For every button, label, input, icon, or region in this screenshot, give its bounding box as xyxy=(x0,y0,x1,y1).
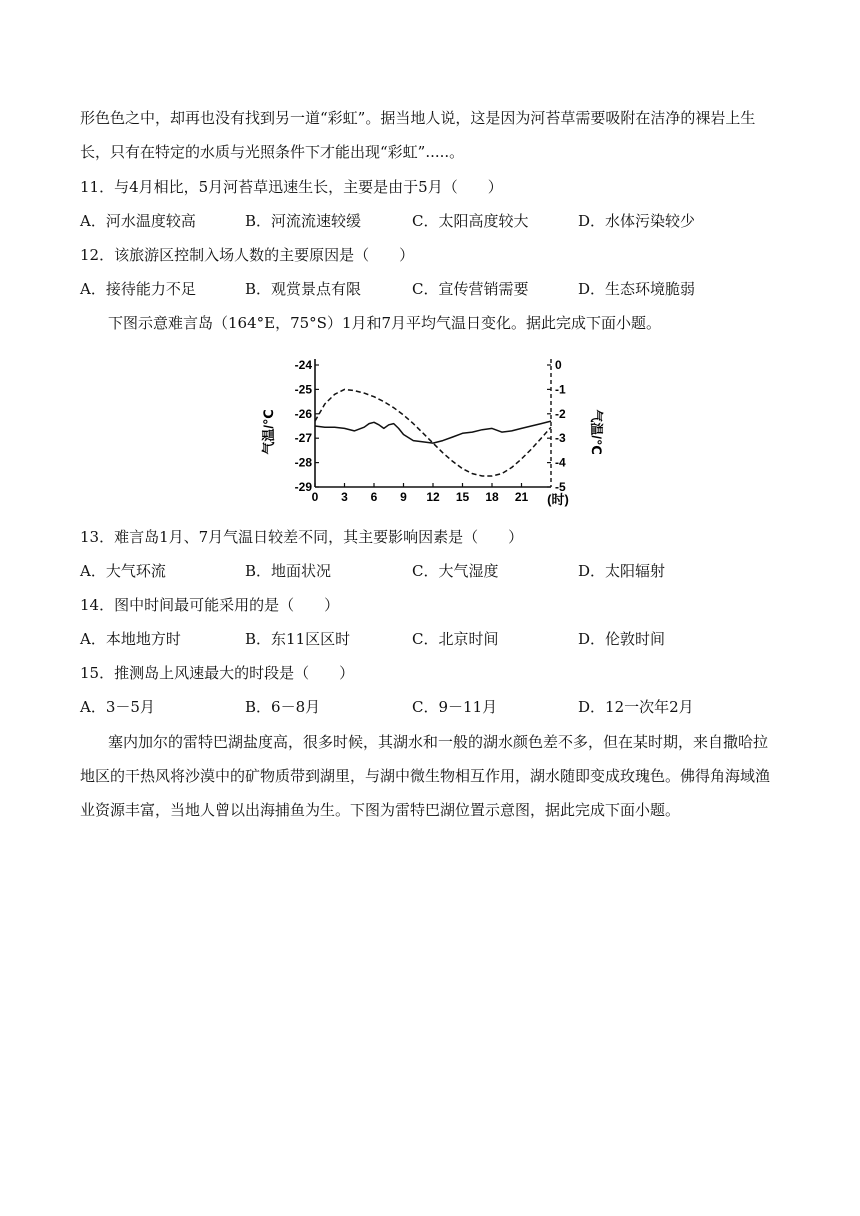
y-left-tick-label: -25 xyxy=(294,382,312,397)
series-dashed-line xyxy=(315,389,551,476)
chart-series xyxy=(315,389,551,476)
lake-intro-line-2: 地区的干热风将沙漠中的矿物质带到湖里，与湖中微生物相互作用，湖水随即变成玫瑰色。佛得角海域渔 xyxy=(80,767,771,785)
question-13-option-c: C．大气湿度 xyxy=(412,562,499,580)
y-right-tick-label: -5 xyxy=(555,480,566,494)
question-12-option-c: C．宣传营销需要 xyxy=(412,280,529,298)
question-14-option-d: D．伦敦时间 xyxy=(578,630,666,648)
y-left-tick-label: -29 xyxy=(294,480,312,494)
y-right-tick-label: -3 xyxy=(555,431,566,446)
y-left-tick-label: -27 xyxy=(294,431,312,446)
y-left-tick-label: -28 xyxy=(294,455,312,470)
x-tick-label: 9 xyxy=(400,490,407,504)
lake-intro-line-1: 塞内加尔的雷特巴湖盐度高，很多时候，其湖水和一般的湖水颜色差不多，但在某时期，来自撒哈拉 xyxy=(108,733,769,751)
question-14-option-c: C．北京时间 xyxy=(412,630,499,648)
question-15-option-c: C．9－11月 xyxy=(412,698,498,716)
y-right-tick-label: 0 xyxy=(555,358,562,372)
question-14-option-b: B．东11区区时 xyxy=(245,630,351,648)
question-12-option-a: A．接待能力不足 xyxy=(80,280,196,298)
chart-axes xyxy=(315,359,551,487)
x-tick-label: 0 xyxy=(311,490,319,504)
x-tick-label: 15 xyxy=(455,490,470,504)
question-11-stem: 11．与4月相比，5月河苔草迅速生长，主要是由于5月（ ） xyxy=(80,178,503,196)
question-15-stem: 15．推测岛上风速最大的时段是（ ） xyxy=(80,664,355,682)
question-14-option-a: A．本地地方时 xyxy=(80,630,181,648)
y-left-tick-label: -24 xyxy=(294,358,312,372)
question-12-option-d: D．生态环境脆弱 xyxy=(578,280,696,298)
passage-line-1: 形色色之中，却再也没有找到另一道“彩虹”。据当地人说，这是因为河苔草需要吸附在洁净的裸岩上生 xyxy=(80,109,756,127)
question-11-option-b: B．河流流速较缓 xyxy=(245,212,362,230)
chart-ticks xyxy=(295,358,566,504)
series-solid-line xyxy=(315,421,551,443)
question-15-option-d: D．12一次年2月 xyxy=(578,698,694,716)
question-13-option-d: D．太阳辐射 xyxy=(578,562,666,580)
question-11-option-d: D．水体污染较少 xyxy=(578,212,696,230)
question-13-stem: 13．难言岛1月、7月气温日较差不同，其主要影响因素是（ ） xyxy=(80,528,524,546)
x-tick-label: 18 xyxy=(485,490,499,504)
question-13-option-a: A．大气环流 xyxy=(80,562,166,580)
x-tick-label: 3 xyxy=(341,490,348,504)
temperature-chart xyxy=(255,350,605,515)
chart-intro: 下图示意难言岛（164°E，75°S）1月和7月平均气温日变化。据此完成下面小题。 xyxy=(108,314,662,332)
question-15-option-a: A．3－5月 xyxy=(80,698,155,716)
y-right-tick-label: -4 xyxy=(555,455,566,470)
question-12-stem: 12．该旅游区控制入场人数的主要原因是（ ） xyxy=(80,246,415,264)
x-tick-label: 6 xyxy=(370,490,378,504)
lake-intro-line-3: 业资源丰富，当地人曾以出海捕鱼为生。下图为雷特巴湖位置示意图，据此完成下面小题。 xyxy=(80,801,681,819)
x-tick-label: 21 xyxy=(514,490,529,504)
x-tick-label: 12 xyxy=(426,490,440,504)
question-15-option-b: B．6－8月 xyxy=(245,698,321,716)
question-13-option-b: B．地面状况 xyxy=(245,562,332,580)
y-axis-left-label: 气温/℃ xyxy=(261,409,276,455)
x-axis-label: (时) xyxy=(547,492,569,507)
question-12-option-b: B．观赏景点有限 xyxy=(245,280,362,298)
question-11-option-a: A．河水温度较高 xyxy=(80,212,196,230)
y-right-tick-label: -2 xyxy=(555,406,566,421)
passage-line-2: 长，只有在特定的水质与光照条件下才能出现“彩虹”.....。 xyxy=(80,143,465,161)
y-right-tick-label: -1 xyxy=(555,382,566,397)
y-axis-right-label: 气温/℃ xyxy=(589,409,604,455)
question-14-stem: 14．图中时间最可能采用的是（ ） xyxy=(80,596,340,614)
question-11-option-c: C．太阳高度较大 xyxy=(412,212,529,230)
y-left-tick-label: -26 xyxy=(294,406,312,421)
